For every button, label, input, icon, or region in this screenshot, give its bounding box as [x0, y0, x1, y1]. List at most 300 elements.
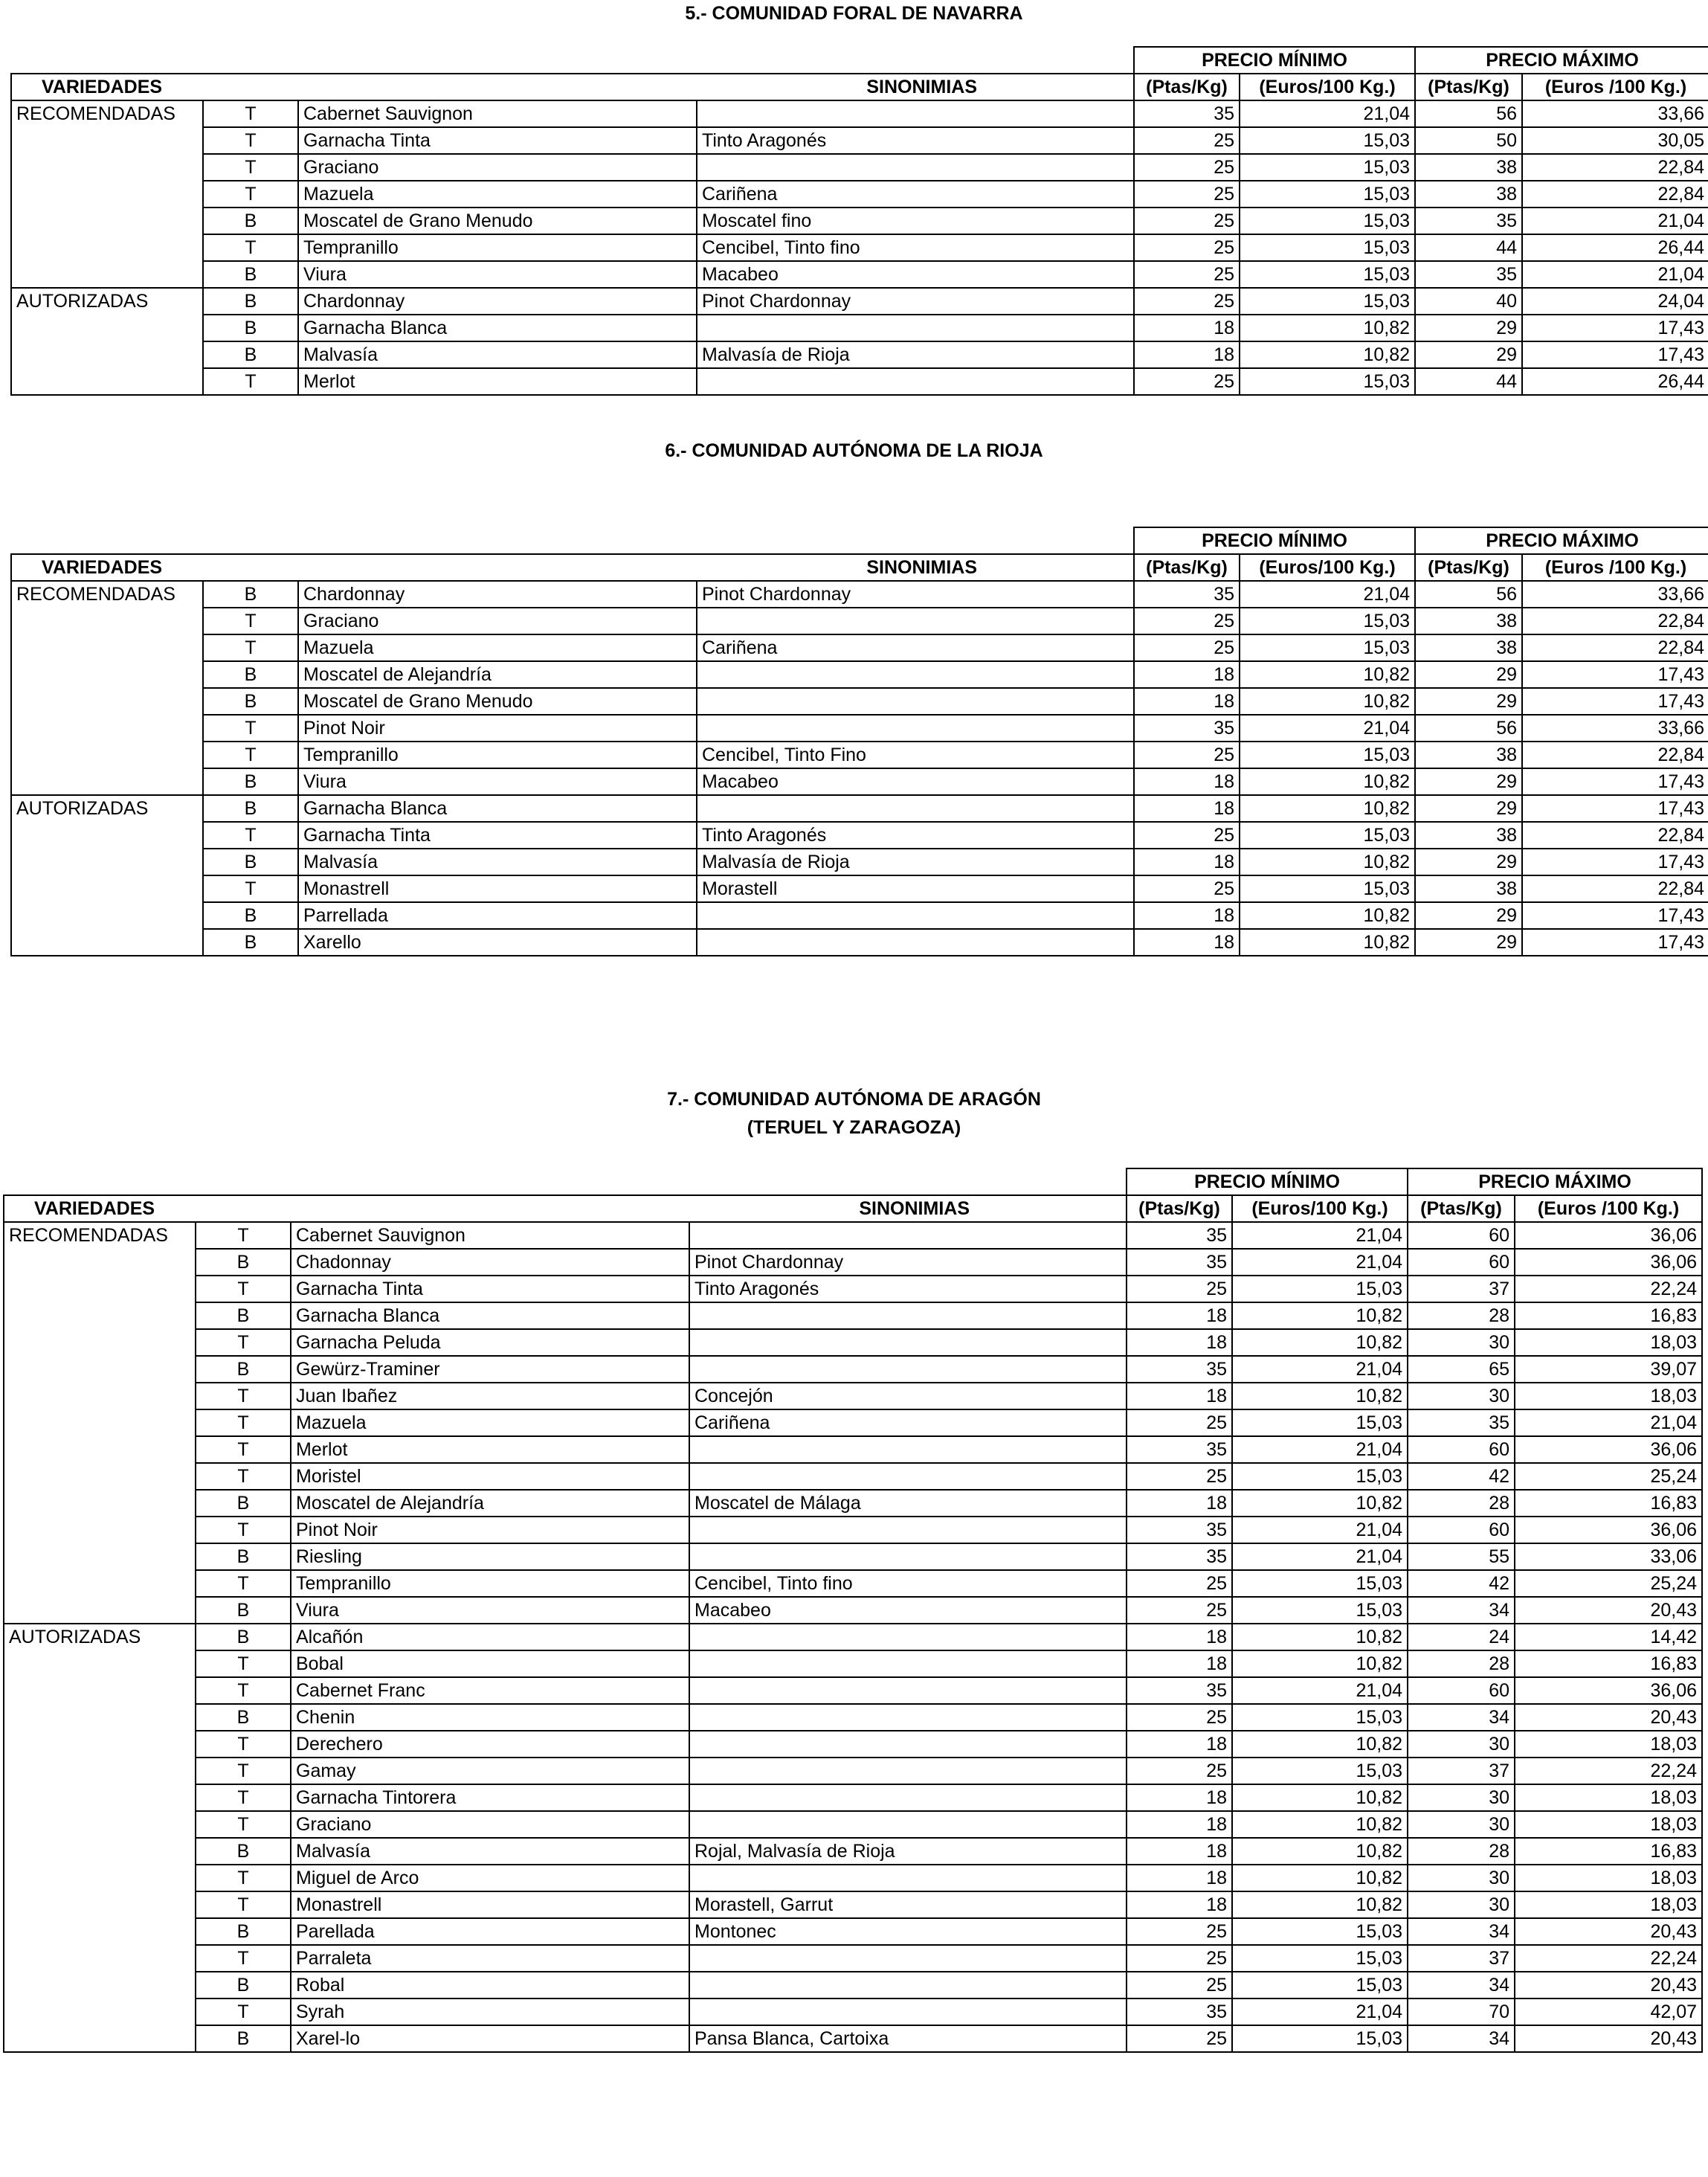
color-type-cell: T	[196, 1945, 291, 1972]
table-row	[11, 768, 1708, 795]
table-row	[11, 341, 1708, 368]
max-euros-cell: 22,24	[1515, 1945, 1702, 1972]
table-row	[11, 822, 1708, 849]
table-row	[11, 929, 1708, 956]
max-euros-cell: 42,07	[1515, 1998, 1702, 2025]
euros-max-header: (Euros /100 Kg.)	[1522, 554, 1708, 581]
max-ptas-cell: 44	[1415, 234, 1522, 261]
min-euros-cell: 15,03	[1232, 1597, 1408, 1624]
max-euros-cell: 17,43	[1522, 341, 1708, 368]
synonym-cell: Pansa Blanca, Cartoixa	[689, 2025, 1127, 2052]
synonym-cell	[689, 1356, 1127, 1383]
synonym-cell	[689, 1650, 1127, 1677]
max-euros-cell: 20,43	[1515, 1918, 1702, 1945]
max-ptas-cell: 28	[1408, 1490, 1515, 1517]
max-euros-cell: 14,42	[1515, 1624, 1702, 1650]
max-euros-cell: 33,66	[1522, 581, 1708, 608]
min-euros-cell: 10,82	[1232, 1865, 1408, 1891]
min-ptas-cell: 18	[1134, 768, 1240, 795]
category-cell	[4, 1998, 196, 2025]
max-ptas-cell: 42	[1408, 1570, 1515, 1597]
synonym-cell	[697, 100, 1134, 127]
ptas-kg-max-header: (Ptas/Kg)	[1415, 554, 1522, 581]
variety-name-cell: Gewürz-Traminer	[291, 1356, 689, 1383]
color-type-cell: B	[196, 1597, 291, 1624]
synonym-cell	[697, 154, 1134, 181]
synonym-cell	[689, 1463, 1127, 1490]
min-ptas-cell: 18	[1127, 1811, 1232, 1838]
max-euros-cell: 21,04	[1522, 261, 1708, 288]
category-cell	[11, 208, 203, 234]
color-type-cell: B	[196, 1249, 291, 1276]
table-row	[4, 1784, 1702, 1811]
category-cell	[11, 368, 203, 395]
max-euros-cell: 22,84	[1522, 634, 1708, 661]
min-ptas-cell: 35	[1127, 1677, 1232, 1704]
max-ptas-cell: 50	[1415, 127, 1522, 154]
min-euros-cell: 15,03	[1240, 288, 1415, 315]
table-row	[11, 261, 1708, 288]
color-type-cell: B	[203, 341, 298, 368]
max-euros-cell: 22,84	[1522, 742, 1708, 768]
min-euros-cell: 15,03	[1240, 181, 1415, 208]
min-euros-cell: 10,82	[1232, 1891, 1408, 1918]
table-row	[11, 368, 1708, 395]
synonym-cell	[689, 1677, 1127, 1704]
variety-name-cell: Monastrell	[291, 1891, 689, 1918]
color-type-cell: B	[203, 929, 298, 956]
variety-name-cell: Malvasía	[291, 1838, 689, 1865]
variety-name-cell: Garnacha Blanca	[298, 795, 697, 822]
min-ptas-cell: 25	[1134, 261, 1240, 288]
color-type-cell: T	[203, 100, 298, 127]
max-ptas-cell: 34	[1408, 2025, 1515, 2052]
synonym-cell: Tinto Aragonés	[697, 822, 1134, 849]
color-type-cell: T	[196, 1436, 291, 1463]
max-ptas-cell: 42	[1408, 1463, 1515, 1490]
table-row	[11, 100, 1708, 127]
max-ptas-cell: 55	[1408, 1543, 1515, 1570]
max-euros-cell: 36,06	[1515, 1677, 1702, 1704]
color-type-cell: T	[203, 234, 298, 261]
max-euros-cell: 17,43	[1522, 661, 1708, 688]
color-type-cell: T	[196, 1329, 291, 1356]
max-euros-cell: 18,03	[1515, 1383, 1702, 1409]
min-ptas-cell: 18	[1127, 1302, 1232, 1329]
category-cell	[4, 1249, 196, 1276]
min-euros-cell: 21,04	[1232, 1436, 1408, 1463]
min-ptas-cell: 25	[1127, 1918, 1232, 1945]
table-row	[4, 1624, 1702, 1650]
variety-name-cell: Robal	[291, 1972, 689, 1998]
variety-name-cell: Miguel de Arco	[291, 1865, 689, 1891]
category-cell	[4, 1517, 196, 1543]
min-euros-cell: 15,03	[1232, 2025, 1408, 2052]
max-euros-cell: 18,03	[1515, 1784, 1702, 1811]
variety-name-cell: Garnacha Tintorera	[291, 1784, 689, 1811]
category-cell	[11, 234, 203, 261]
color-type-cell: T	[203, 875, 298, 902]
header-row-columns	[11, 74, 1708, 100]
color-type-cell: B	[203, 315, 298, 341]
category-cell: RECOMENDADAS	[4, 1222, 196, 1249]
synonym-cell: Cariñena	[697, 634, 1134, 661]
color-type-cell: T	[196, 1517, 291, 1543]
max-euros-cell: 30,05	[1522, 127, 1708, 154]
variedades-header: VARIEDADES	[4, 1195, 689, 1222]
max-ptas-cell: 29	[1415, 795, 1522, 822]
synonym-cell: Macabeo	[689, 1597, 1127, 1624]
variety-name-cell: Moscatel de Alejandría	[298, 661, 697, 688]
category-cell	[4, 1383, 196, 1409]
table-row	[11, 875, 1708, 902]
max-ptas-cell: 37	[1408, 1945, 1515, 1972]
min-euros-cell: 10,82	[1232, 1624, 1408, 1650]
synonym-cell: Moscatel de Málaga	[689, 1490, 1127, 1517]
table-row	[4, 1276, 1702, 1302]
min-ptas-cell: 25	[1134, 368, 1240, 395]
min-euros-cell: 21,04	[1232, 1222, 1408, 1249]
table-row	[11, 688, 1708, 715]
variety-name-cell: Cabernet Sauvignon	[298, 100, 697, 127]
color-type-cell: T	[196, 1463, 291, 1490]
table-row	[4, 1409, 1702, 1436]
synonym-cell	[689, 1998, 1127, 2025]
max-euros-cell: 18,03	[1515, 1329, 1702, 1356]
color-type-cell: B	[203, 288, 298, 315]
variety-name-cell: Parellada	[291, 1918, 689, 1945]
variety-name-cell: Merlot	[291, 1436, 689, 1463]
color-type-cell: B	[203, 849, 298, 875]
variety-name-cell: Chardonnay	[298, 288, 697, 315]
ptas-kg-min-header: (Ptas/Kg)	[1127, 1195, 1232, 1222]
header-row-prices	[4, 1168, 1702, 1195]
max-euros-cell: 17,43	[1522, 902, 1708, 929]
min-ptas-cell: 25	[1127, 1945, 1232, 1972]
category-cell	[11, 688, 203, 715]
variety-name-cell: Moscatel de Grano Menudo	[298, 688, 697, 715]
min-ptas-cell: 25	[1134, 634, 1240, 661]
color-type-cell: B	[196, 1838, 291, 1865]
max-euros-cell: 21,04	[1515, 1409, 1702, 1436]
category-cell	[4, 1597, 196, 1624]
min-euros-cell: 21,04	[1240, 100, 1415, 127]
max-euros-cell: 20,43	[1515, 1597, 1702, 1624]
min-euros-cell: 15,03	[1240, 234, 1415, 261]
category-cell	[11, 154, 203, 181]
header-spacer	[4, 1168, 1127, 1195]
max-ptas-cell: 35	[1415, 208, 1522, 234]
min-ptas-cell: 25	[1134, 208, 1240, 234]
synonym-cell	[697, 661, 1134, 688]
min-euros-cell: 15,03	[1240, 634, 1415, 661]
max-ptas-cell: 30	[1408, 1865, 1515, 1891]
max-ptas-cell: 29	[1415, 902, 1522, 929]
variety-name-cell: Viura	[291, 1597, 689, 1624]
header-spacer	[11, 47, 1134, 74]
table-row	[4, 1436, 1702, 1463]
max-euros-cell: 20,43	[1515, 1972, 1702, 1998]
table-row	[4, 1731, 1702, 1758]
category-cell	[4, 1891, 196, 1918]
category-cell	[4, 1543, 196, 1570]
max-euros-cell: 16,83	[1515, 1302, 1702, 1329]
variety-name-cell: Mazuela	[298, 181, 697, 208]
table-row	[4, 1517, 1702, 1543]
max-ptas-cell: 35	[1415, 261, 1522, 288]
min-euros-cell: 15,03	[1240, 822, 1415, 849]
min-ptas-cell: 35	[1127, 1998, 1232, 2025]
synonym-cell	[697, 929, 1134, 956]
max-ptas-cell: 28	[1408, 1838, 1515, 1865]
min-euros-cell: 10,82	[1240, 795, 1415, 822]
color-type-cell: B	[203, 581, 298, 608]
synonym-cell	[689, 1945, 1127, 1972]
table-row	[4, 1811, 1702, 1838]
color-type-cell: T	[196, 1731, 291, 1758]
min-euros-cell: 21,04	[1232, 1677, 1408, 1704]
header-row-prices	[11, 47, 1708, 74]
category-cell	[4, 1650, 196, 1677]
max-euros-cell: 20,43	[1515, 1704, 1702, 1731]
max-ptas-cell: 30	[1408, 1811, 1515, 1838]
variety-name-cell: Cabernet Sauvignon	[291, 1222, 689, 1249]
header-row-columns	[4, 1195, 1702, 1222]
max-euros-cell: 33,66	[1522, 715, 1708, 742]
precio-minimo-header: PRECIO MÍNIMO	[1134, 47, 1415, 74]
min-ptas-cell: 35	[1127, 1517, 1232, 1543]
max-euros-cell: 36,06	[1515, 1517, 1702, 1543]
synonym-cell: Cencibel, Tinto fino	[689, 1570, 1127, 1597]
category-cell	[4, 1409, 196, 1436]
max-euros-cell: 22,84	[1522, 181, 1708, 208]
table-row	[11, 315, 1708, 341]
min-euros-cell: 15,03	[1232, 1463, 1408, 1490]
synonym-cell	[697, 608, 1134, 634]
min-ptas-cell: 25	[1134, 875, 1240, 902]
min-ptas-cell: 25	[1127, 1758, 1232, 1784]
min-euros-cell: 21,04	[1232, 1543, 1408, 1570]
min-ptas-cell: 35	[1127, 1356, 1232, 1383]
min-euros-cell: 10,82	[1232, 1329, 1408, 1356]
variety-name-cell: Moristel	[291, 1463, 689, 1490]
synonym-cell: Macabeo	[697, 261, 1134, 288]
min-euros-cell: 15,03	[1232, 1972, 1408, 1998]
min-euros-cell: 21,04	[1240, 581, 1415, 608]
min-ptas-cell: 18	[1127, 1490, 1232, 1517]
variedades-header: VARIEDADES	[11, 554, 697, 581]
variety-name-cell: Syrah	[291, 1998, 689, 2025]
variety-name-cell: Xarel-lo	[291, 2025, 689, 2052]
max-ptas-cell: 24	[1408, 1624, 1515, 1650]
min-ptas-cell: 35	[1134, 581, 1240, 608]
variety-name-cell: Garnacha Blanca	[291, 1302, 689, 1329]
category-cell	[11, 608, 203, 634]
min-ptas-cell: 18	[1134, 661, 1240, 688]
euros-min-header: (Euros/100 Kg.)	[1232, 1195, 1408, 1222]
euros-min-header: (Euros/100 Kg.)	[1240, 74, 1415, 100]
synonym-cell: Tinto Aragonés	[697, 127, 1134, 154]
max-euros-cell: 22,84	[1522, 154, 1708, 181]
min-euros-cell: 10,82	[1240, 341, 1415, 368]
variety-name-cell: Viura	[298, 261, 697, 288]
table-row	[4, 1945, 1702, 1972]
synonym-cell	[689, 1811, 1127, 1838]
synonym-cell	[689, 1784, 1127, 1811]
color-type-cell: T	[196, 1784, 291, 1811]
max-euros-cell: 22,84	[1522, 875, 1708, 902]
table-row	[4, 1329, 1702, 1356]
min-ptas-cell: 35	[1127, 1249, 1232, 1276]
ptas-kg-max-header: (Ptas/Kg)	[1415, 74, 1522, 100]
max-euros-cell: 39,07	[1515, 1356, 1702, 1383]
synonym-cell	[689, 1436, 1127, 1463]
max-ptas-cell: 38	[1415, 742, 1522, 768]
synonym-cell: Cencibel, Tinto Fino	[697, 742, 1134, 768]
max-euros-cell: 18,03	[1515, 1731, 1702, 1758]
table-row	[11, 902, 1708, 929]
sinonimias-header: SINONIMIAS	[697, 74, 1134, 100]
category-cell	[4, 1276, 196, 1302]
category-cell	[4, 1570, 196, 1597]
table-row	[4, 1570, 1702, 1597]
variety-name-cell: Merlot	[298, 368, 697, 395]
min-ptas-cell: 35	[1134, 715, 1240, 742]
synonym-cell: Tinto Aragonés	[689, 1276, 1127, 1302]
min-ptas-cell: 25	[1127, 1704, 1232, 1731]
synonym-cell	[697, 315, 1134, 341]
variety-name-cell: Tempranillo	[298, 742, 697, 768]
category-cell: AUTORIZADAS	[11, 795, 203, 822]
synonym-cell	[697, 688, 1134, 715]
max-euros-cell: 33,66	[1522, 100, 1708, 127]
variety-name-cell: Chenin	[291, 1704, 689, 1731]
table-row	[4, 1865, 1702, 1891]
variety-name-cell: Monastrell	[298, 875, 697, 902]
min-euros-cell: 15,03	[1232, 1276, 1408, 1302]
color-type-cell: T	[196, 1650, 291, 1677]
variety-name-cell: Malvasía	[298, 341, 697, 368]
min-euros-cell: 10,82	[1232, 1731, 1408, 1758]
precio-minimo-header: PRECIO MÍNIMO	[1127, 1168, 1408, 1195]
table-row	[11, 154, 1708, 181]
table-row	[11, 234, 1708, 261]
max-ptas-cell: 60	[1408, 1436, 1515, 1463]
min-euros-cell: 21,04	[1232, 1249, 1408, 1276]
table-row	[4, 1838, 1702, 1865]
table-row	[4, 1650, 1702, 1677]
max-ptas-cell: 30	[1408, 1329, 1515, 1356]
price-table	[10, 527, 1708, 956]
variety-name-cell: Pinot Noir	[298, 715, 697, 742]
color-type-cell: B	[203, 208, 298, 234]
variety-name-cell: Garnacha Peluda	[291, 1329, 689, 1356]
synonym-cell: Moscatel fino	[697, 208, 1134, 234]
variety-name-cell: Alcañón	[291, 1624, 689, 1650]
max-euros-cell: 22,84	[1522, 608, 1708, 634]
variety-name-cell: Tempranillo	[291, 1570, 689, 1597]
table-row	[11, 661, 1708, 688]
max-ptas-cell: 35	[1408, 1409, 1515, 1436]
min-ptas-cell: 25	[1127, 1463, 1232, 1490]
category-cell	[4, 1704, 196, 1731]
table-row	[11, 608, 1708, 634]
synonym-cell	[689, 1972, 1127, 1998]
category-cell: RECOMENDADAS	[11, 581, 203, 608]
precio-maximo-header: PRECIO MÁXIMO	[1415, 47, 1708, 74]
synonym-cell	[689, 1302, 1127, 1329]
table-row	[11, 715, 1708, 742]
color-type-cell: B	[203, 261, 298, 288]
color-type-cell: T	[196, 1758, 291, 1784]
max-euros-cell: 16,83	[1515, 1838, 1702, 1865]
synonym-cell: Pinot Chardonnay	[689, 1249, 1127, 1276]
color-type-cell: T	[203, 181, 298, 208]
max-euros-cell: 22,24	[1515, 1276, 1702, 1302]
section-subtitle: (TERUEL Y ZARAGOZA)	[747, 1117, 961, 1138]
variety-name-cell: Pinot Noir	[291, 1517, 689, 1543]
synonym-cell	[697, 368, 1134, 395]
max-ptas-cell: 60	[1408, 1517, 1515, 1543]
color-type-cell: B	[196, 1918, 291, 1945]
max-euros-cell: 17,43	[1522, 929, 1708, 956]
max-euros-cell: 16,83	[1515, 1490, 1702, 1517]
synonym-cell	[689, 1704, 1127, 1731]
min-ptas-cell: 18	[1134, 315, 1240, 341]
category-cell: AUTORIZADAS	[11, 288, 203, 315]
min-ptas-cell: 25	[1134, 608, 1240, 634]
max-euros-cell: 22,84	[1522, 822, 1708, 849]
category-cell	[11, 875, 203, 902]
category-cell	[4, 1731, 196, 1758]
category-cell	[11, 341, 203, 368]
synonym-cell	[689, 1758, 1127, 1784]
max-euros-cell: 36,06	[1515, 1249, 1702, 1276]
variedades-header: VARIEDADES	[11, 74, 697, 100]
max-ptas-cell: 30	[1408, 1731, 1515, 1758]
variety-name-cell: Parrellada	[298, 902, 697, 929]
min-ptas-cell: 18	[1134, 902, 1240, 929]
color-type-cell: B	[203, 661, 298, 688]
synonym-cell	[689, 1222, 1127, 1249]
synonym-cell: Cencibel, Tinto fino	[697, 234, 1134, 261]
header-row-prices	[11, 527, 1708, 554]
synonym-cell: Concejón	[689, 1383, 1127, 1409]
synonym-cell	[697, 795, 1134, 822]
min-ptas-cell: 18	[1127, 1329, 1232, 1356]
synonym-cell	[689, 1543, 1127, 1570]
precio-maximo-header: PRECIO MÁXIMO	[1408, 1168, 1702, 1195]
color-type-cell: B	[203, 688, 298, 715]
max-ptas-cell: 29	[1415, 849, 1522, 875]
color-type-cell: T	[196, 1276, 291, 1302]
synonym-cell: Malvasía de Rioja	[697, 341, 1134, 368]
min-ptas-cell: 18	[1127, 1784, 1232, 1811]
synonym-cell: Montonec	[689, 1918, 1127, 1945]
max-ptas-cell: 34	[1408, 1918, 1515, 1945]
category-cell	[4, 1302, 196, 1329]
min-euros-cell: 15,03	[1240, 261, 1415, 288]
header-spacer	[11, 527, 1134, 554]
max-euros-cell: 20,43	[1515, 2025, 1702, 2052]
min-ptas-cell: 18	[1134, 929, 1240, 956]
min-euros-cell: 10,82	[1240, 688, 1415, 715]
color-type-cell: T	[203, 822, 298, 849]
min-ptas-cell: 18	[1127, 1383, 1232, 1409]
min-euros-cell: 10,82	[1232, 1383, 1408, 1409]
max-ptas-cell: 38	[1415, 154, 1522, 181]
max-euros-cell: 36,06	[1515, 1436, 1702, 1463]
